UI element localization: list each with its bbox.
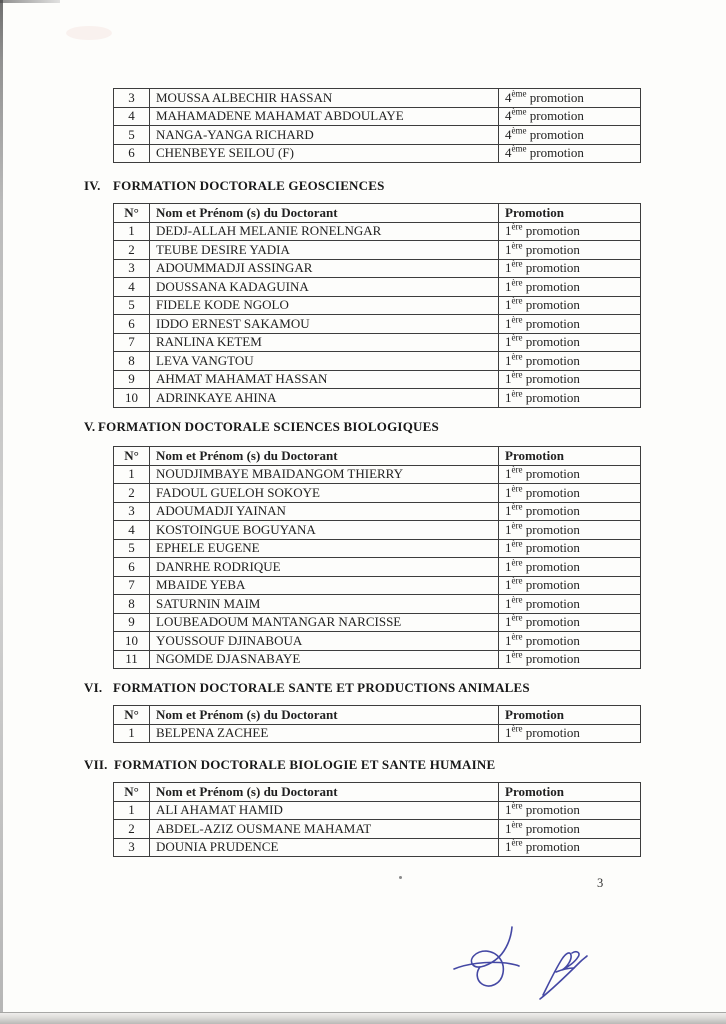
cell-name: TEUBE DESIRE YADIA: [150, 241, 499, 260]
table-header-row: [114, 706, 641, 725]
cell-num: 10: [114, 389, 150, 408]
cell-promotion: 1ère promotion: [499, 484, 641, 503]
cell-name: LOUBEADOUM MANTANGAR NARCISSE: [150, 613, 499, 632]
section-title: FORMATION DOCTORALE GEOSCIENCES: [113, 178, 385, 193]
cell-promotion: 1ère promotion: [499, 650, 641, 669]
header-num: N°: [114, 447, 150, 466]
table-row: [114, 126, 641, 145]
cell-name: AHMAT MAHAMAT HASSAN: [150, 370, 499, 389]
cell-promotion: 1ère promotion: [499, 613, 641, 632]
cell-promotion: 1ère promotion: [499, 820, 641, 839]
cell-num: 1: [114, 222, 150, 241]
header-num: N°: [114, 783, 150, 802]
cell-promotion: 1ère promotion: [499, 539, 641, 558]
cell-promotion: 1ère promotion: [499, 278, 641, 297]
cell-name: NANGA-YANGA RICHARD: [150, 126, 499, 145]
cell-num: 2: [114, 484, 150, 503]
cell-promotion: 1ère promotion: [499, 576, 641, 595]
cell-name: EPHELE EUGENE: [150, 539, 499, 558]
table-row: [114, 613, 641, 632]
table-row: [114, 838, 641, 857]
table-row: [114, 315, 641, 334]
cell-promotion: 1ère promotion: [499, 465, 641, 484]
cell-num: 1: [114, 724, 150, 743]
section-title: FORMATION DOCTORALE SCIENCES BIOLOGIQUES: [98, 419, 439, 434]
cell-name: ADOUMADJI YAINAN: [150, 502, 499, 521]
section-number: VI.: [84, 680, 103, 695]
cell-name: FADOUL GUELOH SOKOYE: [150, 484, 499, 503]
cell-num: 8: [114, 352, 150, 371]
cell-promotion: 1ère promotion: [499, 333, 641, 352]
scan-edge-left: [0, 0, 3, 1024]
table-row: [114, 370, 641, 389]
cell-name: MAHAMADENE MAHAMAT ABDOULAYE: [150, 107, 499, 126]
header-name: Nom et Prénom (s) du Doctorant: [150, 204, 499, 223]
scan-edge-top: [0, 0, 60, 3]
cell-promotion: 1ère promotion: [499, 558, 641, 577]
table-row: [114, 558, 641, 577]
cell-num: 8: [114, 595, 150, 614]
table-row: [114, 241, 641, 260]
header-name: Nom et Prénom (s) du Doctorant: [150, 447, 499, 466]
cell-promotion: 1ère promotion: [499, 296, 641, 315]
cell-promotion: 1ère promotion: [499, 595, 641, 614]
signature-icon: [440, 915, 620, 1015]
cell-promotion: 1ère promotion: [499, 724, 641, 743]
cell-name: ALI AHAMAT HAMID: [150, 801, 499, 820]
cell-num: 3: [114, 259, 150, 278]
table-row: [114, 801, 641, 820]
header-promotion: Promotion: [499, 204, 641, 223]
section-number: V.: [84, 419, 96, 434]
cell-promotion: 1ère promotion: [499, 222, 641, 241]
table-row: [114, 632, 641, 651]
cell-num: 4: [114, 521, 150, 540]
cell-num: 4: [114, 107, 150, 126]
table-row: [114, 576, 641, 595]
table-row: [114, 484, 641, 503]
section-heading-v: [84, 419, 439, 435]
table-header-row: [114, 204, 641, 223]
table-row: [114, 333, 641, 352]
cell-name: LEVA VANGTOU: [150, 352, 499, 371]
cell-name: RANLINA KETEM: [150, 333, 499, 352]
cell-num: 1: [114, 465, 150, 484]
section-heading-vi: [84, 680, 530, 696]
table-row: [114, 222, 641, 241]
cell-promotion: 1ère promotion: [499, 801, 641, 820]
cell-num: 3: [114, 502, 150, 521]
scan-smudge: [66, 26, 112, 40]
cell-name: CHENBEYE SEILOU (F): [150, 144, 499, 163]
table-row: [114, 650, 641, 669]
table-biologie-sante-humaine: [113, 782, 641, 857]
cell-promotion: 1ère promotion: [499, 632, 641, 651]
cell-promotion: 1ère promotion: [499, 389, 641, 408]
cell-promotion: 1ère promotion: [499, 521, 641, 540]
cell-name: FIDELE KODE NGOLO: [150, 296, 499, 315]
section-heading-vii: [84, 757, 495, 773]
cell-promotion: 4ème promotion: [499, 89, 641, 108]
table-geosciences: [113, 203, 641, 408]
header-promotion: Promotion: [499, 706, 641, 725]
section-title: FORMATION DOCTORALE SANTE ET PRODUCTIONS ANIMALES: [113, 680, 530, 695]
cell-name: DANRHE RODRIQUE: [150, 558, 499, 577]
cell-num: 4: [114, 278, 150, 297]
cell-name: MBAIDE YEBA: [150, 576, 499, 595]
cell-num: 3: [114, 838, 150, 857]
cell-promotion: 4ème promotion: [499, 107, 641, 126]
table-row: [114, 296, 641, 315]
cell-promotion: 1ère promotion: [499, 315, 641, 334]
page-number: 3: [597, 876, 604, 890]
table-sciences-biologiques: [113, 446, 641, 669]
table-row: [114, 259, 641, 278]
cell-num: 5: [114, 539, 150, 558]
cell-name: MOUSSA ALBECHIR HASSAN: [150, 89, 499, 108]
table-row: [114, 820, 641, 839]
cell-name: YOUSSOUF DJINABOUA: [150, 632, 499, 651]
cell-num: 5: [114, 126, 150, 145]
cell-num: 6: [114, 315, 150, 334]
cell-num: 2: [114, 820, 150, 839]
cell-num: 10: [114, 632, 150, 651]
cell-name: BELPENA ZACHEE: [150, 724, 499, 743]
header-num: N°: [114, 204, 150, 223]
cell-promotion: 1ère promotion: [499, 502, 641, 521]
table-row: [114, 595, 641, 614]
table-header-row: [114, 447, 641, 466]
scan-edge-bottom: [0, 1012, 726, 1024]
cell-promotion: 4ème promotion: [499, 126, 641, 145]
section-number: IV.: [84, 178, 101, 193]
cell-promotion: 1ère promotion: [499, 838, 641, 857]
table-continuation: [113, 88, 641, 163]
cell-promotion: 1ère promotion: [499, 241, 641, 260]
cell-num: 7: [114, 333, 150, 352]
cell-num: 11: [114, 650, 150, 669]
header-name: Nom et Prénom (s) du Doctorant: [150, 783, 499, 802]
table-row: [114, 521, 641, 540]
table-row: [114, 502, 641, 521]
table-row: [114, 107, 641, 126]
cell-num: 9: [114, 613, 150, 632]
cell-name: DOUNIA PRUDENCE: [150, 838, 499, 857]
table-row: [114, 144, 641, 163]
table-row: [114, 724, 641, 743]
table-row: [114, 465, 641, 484]
cell-name: ABDEL-AZIZ OUSMANE MAHAMAT: [150, 820, 499, 839]
section-title: FORMATION DOCTORALE BIOLOGIE ET SANTE HUMAINE: [114, 757, 496, 772]
cell-promotion: 1ère promotion: [499, 259, 641, 278]
table-row: [114, 278, 641, 297]
table-header-row: [114, 783, 641, 802]
cell-num: 9: [114, 370, 150, 389]
cell-num: 2: [114, 241, 150, 260]
cell-name: NOUDJIMBAYE MBAIDANGOM THIERRY: [150, 465, 499, 484]
cell-name: SATURNIN MAIM: [150, 595, 499, 614]
table-sante-productions-animales: [113, 705, 641, 743]
table-row: [114, 352, 641, 371]
cell-promotion: 4ème promotion: [499, 144, 641, 163]
section-number: VII.: [84, 757, 108, 772]
header-promotion: Promotion: [499, 783, 641, 802]
section-heading-iv: [84, 178, 385, 194]
cell-name: ADOUMMADJI ASSINGAR: [150, 259, 499, 278]
table-row: [114, 389, 641, 408]
header-num: N°: [114, 706, 150, 725]
cell-num: 6: [114, 558, 150, 577]
cell-name: NGOMDE DJASNABAYE: [150, 650, 499, 669]
cell-num: 6: [114, 144, 150, 163]
cell-name: DEDJ-ALLAH MELANIE RONELNGAR: [150, 222, 499, 241]
cell-num: 7: [114, 576, 150, 595]
table-row: [114, 89, 641, 108]
cell-num: 5: [114, 296, 150, 315]
cell-num: 1: [114, 801, 150, 820]
cell-name: ADRINKAYE AHINA: [150, 389, 499, 408]
cell-promotion: 1ère promotion: [499, 370, 641, 389]
table-row: [114, 539, 641, 558]
header-promotion: Promotion: [499, 447, 641, 466]
cell-promotion: 1ère promotion: [499, 352, 641, 371]
cell-name: KOSTOINGUE BOGUYANA: [150, 521, 499, 540]
scan-speck: [399, 876, 402, 879]
cell-num: 3: [114, 89, 150, 108]
header-name: Nom et Prénom (s) du Doctorant: [150, 706, 499, 725]
cell-name: DOUSSANA KADAGUINA: [150, 278, 499, 297]
cell-name: IDDO ERNEST SAKAMOU: [150, 315, 499, 334]
